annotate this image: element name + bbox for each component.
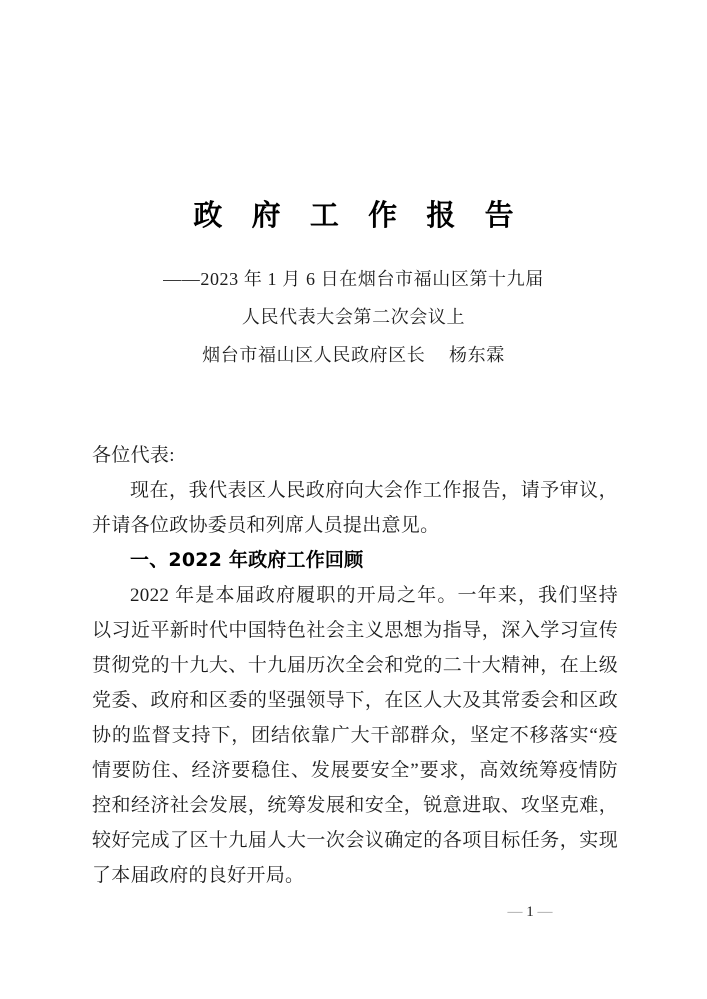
salutation: 各位代表: (92, 445, 175, 466)
section-heading-2022-review: 一、2022 年政府工作回顾 (130, 549, 364, 571)
footer-page-indicator (508, 902, 553, 922)
footer-dash-right: — (537, 904, 553, 920)
subtitle-line-date-venue: ——2023 年 1 月 6 日在烟台市福山区第十九届 (163, 269, 544, 289)
page-number: 1 (526, 904, 534, 920)
subtitle-line-session: 人民代表大会第二次会议上 (241, 307, 466, 327)
footer-dash-left: — (507, 904, 523, 920)
subtitle-line-speaker: 烟台市福山区人民政府区长 杨东霖 (202, 345, 505, 365)
document-body (92, 438, 618, 893)
page-footer (0, 902, 707, 922)
page-title: 政 府 工 作 报 告 (193, 200, 525, 233)
section-paragraph-2022-review: 2022 年是本届政府履职的开局之年。一年来，我们坚持以习近平新时代中国特色社会主义思想为指导，深入学习宣传贯彻党的十九大、十九届历次全会和党的二十大精神，在上级党委、政府和区委的坚强领导下，在区人大及其常委会和区政协的监督支持下，团结依靠广大干部群众，坚定不移落实“疫情要防住、经济要稳住、发展要安全”要求，高效统筹疫情防控和经济社会发展，统筹发展和安全，锐意进取、攻坚克难，较好完成了区十九届人大一次会议确定的各项目标任务，实现了本届政府的良好开局。 (92, 585, 618, 886)
intro-paragraph: 现在，我代表区人民政府向大会作工作报告，请予审议，并请各位政协委员和列席人员提出意见。 (92, 480, 618, 536)
subtitle-block (0, 260, 707, 374)
